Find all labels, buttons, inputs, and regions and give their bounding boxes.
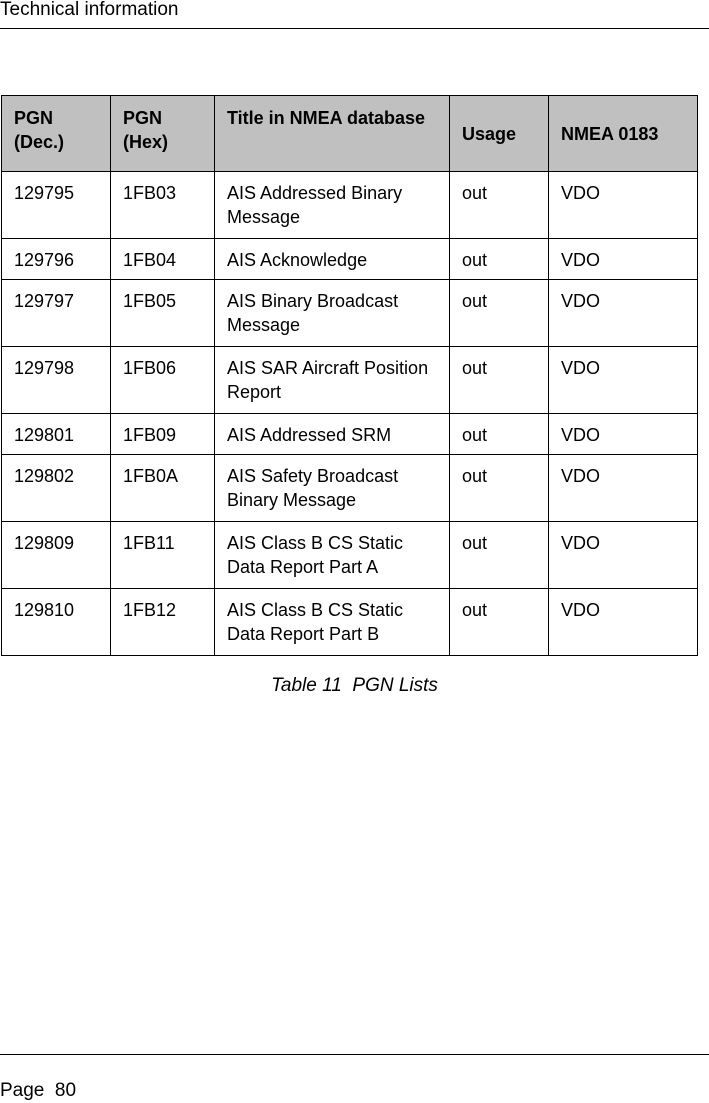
cell-pgn-dec: 129809 xyxy=(2,522,111,589)
cell-nmea-0183: VDO xyxy=(549,280,698,347)
column-header-title: Title in NMEA database xyxy=(215,96,450,172)
table-row xyxy=(2,455,698,522)
cell-usage: out xyxy=(450,280,549,347)
cell-usage: out xyxy=(450,455,549,522)
page-header-title: Technical information xyxy=(0,0,179,20)
cell-nmea-0183: VDO xyxy=(549,172,698,239)
cell-pgn-dec: 129795 xyxy=(2,172,111,239)
page-number: Page 80 xyxy=(0,1080,77,1101)
cell-nmea-0183: VDO xyxy=(549,522,698,589)
cell-nmea-0183: VDO xyxy=(549,414,698,455)
cell-nmea-0183: VDO xyxy=(549,239,698,280)
column-header-pgn-dec: PGN (Dec.) xyxy=(2,96,111,172)
column-header-nmea-0183: NMEA 0183 xyxy=(549,96,698,172)
table-header-row xyxy=(2,96,698,172)
cell-title: AIS SAR Aircraft Position Report xyxy=(215,347,450,414)
cell-pgn-dec: 129798 xyxy=(2,347,111,414)
cell-title: AIS Addressed Binary Message xyxy=(215,172,450,239)
table-caption: Table 11 PGN Lists xyxy=(271,675,438,696)
cell-usage: out xyxy=(450,172,549,239)
table-row xyxy=(2,347,698,414)
cell-pgn-hex: 1FB12 xyxy=(111,589,215,656)
cell-pgn-hex: 1FB11 xyxy=(111,522,215,589)
table-row xyxy=(2,589,698,656)
cell-title: AIS Safety Broadcast Binary Message xyxy=(215,455,450,522)
cell-title: AIS Binary Broadcast Message xyxy=(215,280,450,347)
cell-pgn-hex: 1FB0A xyxy=(111,455,215,522)
cell-pgn-hex: 1FB04 xyxy=(111,239,215,280)
cell-usage: out xyxy=(450,589,549,656)
cell-usage: out xyxy=(450,347,549,414)
cell-usage: out xyxy=(450,239,549,280)
cell-pgn-dec: 129801 xyxy=(2,414,111,455)
cell-pgn-hex: 1FB09 xyxy=(111,414,215,455)
cell-pgn-hex: 1FB03 xyxy=(111,172,215,239)
table-row xyxy=(2,280,698,347)
column-header-usage: Usage xyxy=(450,96,549,172)
table-row xyxy=(2,414,698,455)
cell-nmea-0183: VDO xyxy=(549,347,698,414)
cell-title: AIS Class B CS Static Data Report Part A xyxy=(215,522,450,589)
table-row xyxy=(2,172,698,239)
header-divider xyxy=(0,28,709,29)
pgn-table xyxy=(1,95,698,656)
cell-pgn-hex: 1FB05 xyxy=(111,280,215,347)
cell-title: AIS Class B CS Static Data Report Part B xyxy=(215,589,450,656)
cell-nmea-0183: VDO xyxy=(549,589,698,656)
table-row xyxy=(2,522,698,589)
cell-title: AIS Addressed SRM xyxy=(215,414,450,455)
cell-pgn-dec: 129796 xyxy=(2,239,111,280)
column-header-pgn-hex: PGN (Hex) xyxy=(111,96,215,172)
footer-divider xyxy=(0,1054,709,1055)
cell-nmea-0183: VDO xyxy=(549,455,698,522)
table-row xyxy=(2,239,698,280)
cell-pgn-dec: 129810 xyxy=(2,589,111,656)
cell-usage: out xyxy=(450,414,549,455)
cell-pgn-dec: 129802 xyxy=(2,455,111,522)
cell-pgn-dec: 129797 xyxy=(2,280,111,347)
cell-title: AIS Acknowledge xyxy=(215,239,450,280)
cell-pgn-hex: 1FB06 xyxy=(111,347,215,414)
cell-usage: out xyxy=(450,522,549,589)
